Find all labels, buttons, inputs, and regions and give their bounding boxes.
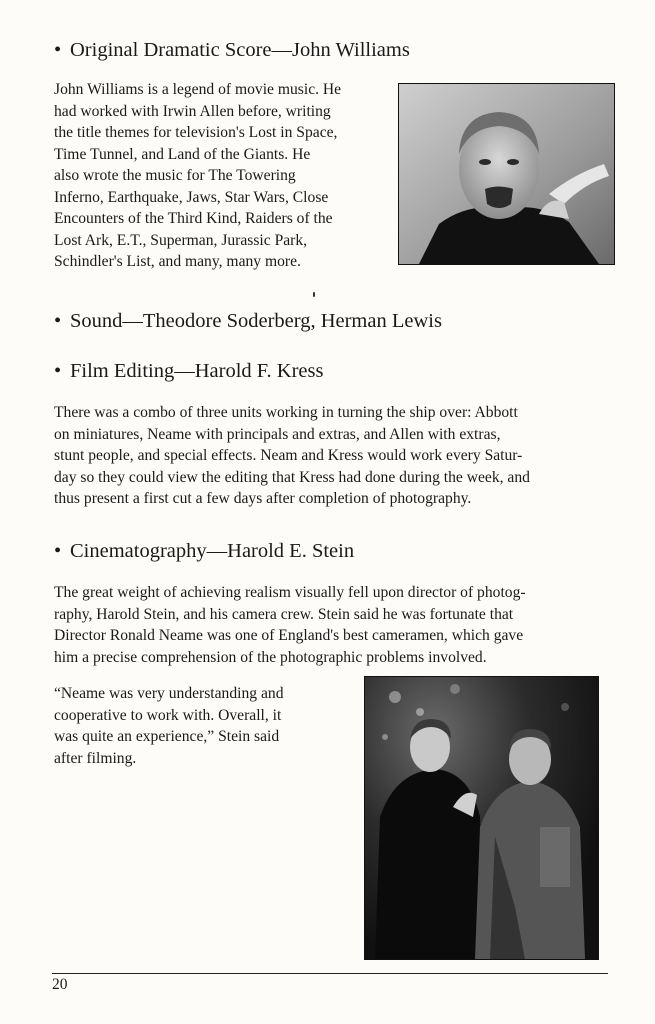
paragraph-line: the title themes for television's Lost in Space, <box>54 124 338 141</box>
paragraph-line: Director Ronald Neame was one of England's best cameramen, which gave <box>54 627 524 644</box>
paragraph-line: stunt people, and special effects. Neam and Kress would work every Satur- <box>54 447 523 464</box>
paragraph-line: Time Tunnel, and Land of the Giants. He <box>54 145 311 163</box>
heading-text: Sound—Theodore Soderberg, Herman Lewis <box>70 310 442 332</box>
paragraph-line: him a precise comprehension of the photographic problems involved. <box>54 648 487 666</box>
paragraph-line: Schindler's List, and many, many more. <box>54 253 301 270</box>
bullet: • <box>54 360 62 382</box>
heading-cinematography <box>54 538 354 564</box>
heading-text: Cinematography—Harold E. Stein <box>70 540 355 562</box>
paragraph-line: Encounters of the Third Kind, Raiders of the <box>54 210 333 227</box>
paragraph-line: There was a combo of three units working in turning the ship over: Abbott <box>54 404 518 421</box>
stray-mark <box>313 292 315 297</box>
paragraph-line: The great weight of achieving realism visually fell upon director of photog- <box>54 584 526 601</box>
quote-line: after filming. <box>54 749 137 767</box>
editing-paragraph <box>54 402 619 510</box>
cinematography-paragraph <box>54 582 619 668</box>
score-paragraph <box>54 79 394 273</box>
quote-line: cooperative to work with. Overall, it <box>54 706 282 724</box>
page-number: 20 <box>52 976 68 993</box>
paragraph-line: also wrote the music for The Towering <box>54 167 296 184</box>
paragraph-line: Lost Ark, E.T., Superman, Jurassic Park, <box>54 231 308 249</box>
heading-original-dramatic-score <box>54 37 410 63</box>
paragraph-line: raphy, Harold Stein, and his camera crew. Stein said he was fortunate that <box>54 605 514 623</box>
paragraph-line: thus present a first cut a few days after completion of photography. <box>54 490 472 507</box>
paragraph-line: John Williams is a legend of movie music. He <box>54 81 342 98</box>
john-williams-photo <box>398 83 615 265</box>
neame-stein-photo <box>364 676 599 960</box>
paragraph-line: had worked with Irwin Allen before, writing <box>54 102 331 120</box>
paragraph-line: Inferno, Earthquake, Jaws, Star Wars, Close <box>54 188 329 206</box>
footer-rule <box>52 973 608 974</box>
quote-line: “Neame was very understanding and <box>54 685 284 702</box>
bullet: • <box>54 310 62 332</box>
quote-line: was quite an experience,” Stein said <box>54 728 280 745</box>
paragraph-line: day so they could view the editing that Kress had done during the week, and <box>54 468 530 486</box>
heading-text: Original Dramatic Score—John Williams <box>70 39 410 61</box>
paragraph-line: on miniatures, Neame with principals and extras, and Allen with extras, <box>54 425 501 443</box>
heading-film-editing <box>54 358 323 384</box>
bullet: • <box>54 540 62 562</box>
stein-quote <box>54 683 354 769</box>
heading-text: Film Editing—Harold F. Kress <box>70 360 324 382</box>
heading-sound <box>54 308 442 334</box>
bullet: • <box>54 39 62 61</box>
